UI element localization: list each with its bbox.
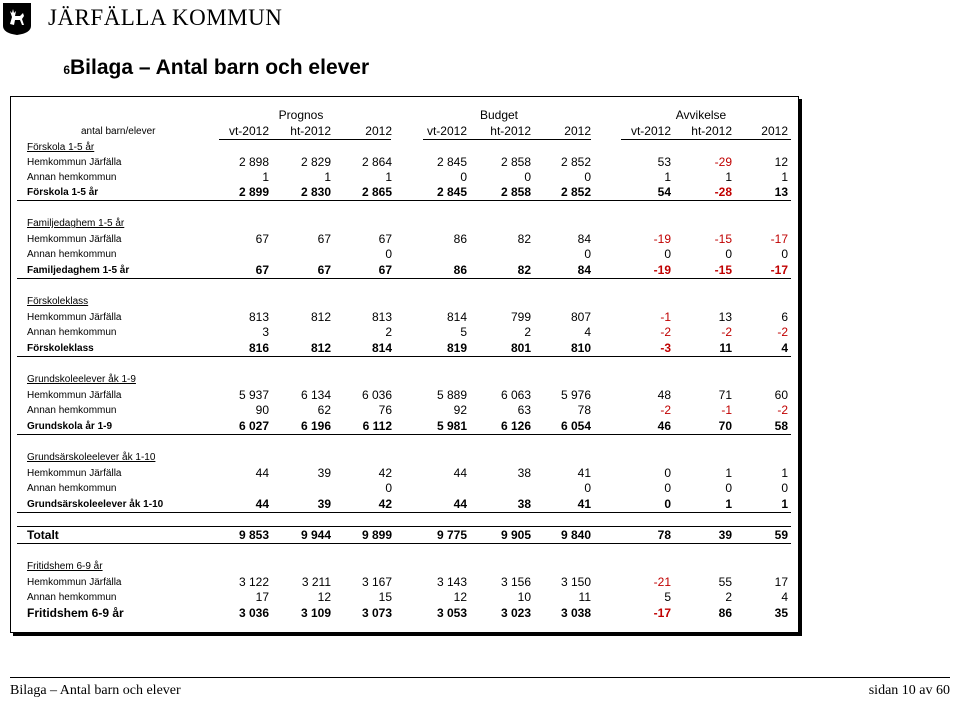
table-cell: 86 — [453, 232, 467, 246]
column-header: vt-2012 — [228, 124, 269, 138]
table-cell: 3 156 — [500, 575, 531, 589]
table-cell: 41 — [577, 497, 591, 511]
table-cell: 816 — [248, 341, 269, 355]
row-label: Fritidshem 6-9 år — [27, 561, 103, 572]
row-label: Hemkommun Järfälla — [27, 468, 122, 479]
table-cell: 9 944 — [300, 528, 331, 542]
column-header: 2012 — [365, 124, 392, 138]
table-cell: 42 — [378, 497, 392, 511]
table-cell: -15 — [714, 263, 732, 277]
table-cell: 5 937 — [238, 388, 269, 402]
table-cell: 39 — [317, 466, 331, 480]
table-cell: 54 — [657, 185, 671, 199]
group-header: Budget — [479, 108, 519, 122]
jarfalla-logo-icon — [2, 2, 32, 36]
table-cell: 2 899 — [238, 185, 269, 199]
column-header: ht-2012 — [290, 124, 331, 138]
table-cell: 9 840 — [560, 528, 591, 542]
table-cell: 0 — [664, 247, 671, 261]
table-cell: 3 023 — [500, 606, 531, 620]
row-label: Fritidshem 6-9 år — [27, 606, 124, 620]
table-cell: -1 — [721, 403, 732, 417]
table-cell: 3 073 — [361, 606, 392, 620]
table-cell: 2 845 — [436, 185, 467, 199]
row-label: Annan hemkommun — [27, 592, 117, 603]
table-cell: 1 — [725, 497, 732, 511]
row-label: Förskola 1-5 år — [27, 187, 99, 198]
table-cell: 5 981 — [436, 419, 467, 433]
table-cell: 9 899 — [361, 528, 392, 542]
table-cell: 0 — [584, 170, 591, 184]
row-label: Förskoleklass — [27, 296, 89, 307]
table-cell: 86 — [718, 606, 732, 620]
row-label: Hemkommun Järfälla — [27, 157, 122, 168]
row-label: Familjedaghem 1-5 år — [27, 265, 130, 276]
total-rule — [17, 512, 791, 513]
table-cell: 1 — [324, 170, 331, 184]
header-rule — [423, 139, 591, 140]
table-cell: 44 — [255, 466, 269, 480]
table-cell: 9 853 — [238, 528, 269, 542]
table-cell: 6 — [781, 310, 788, 324]
table-cell: 0 — [524, 170, 531, 184]
table-cell: 1 — [664, 170, 671, 184]
table-cell: 812 — [310, 310, 331, 324]
table-cell: 67 — [255, 232, 269, 246]
table-cell: 84 — [577, 232, 591, 246]
table-cell: 819 — [446, 341, 467, 355]
table-cell: 53 — [657, 155, 671, 169]
group-header: Prognos — [278, 108, 324, 122]
row-label: Grundskola år 1-9 — [27, 421, 113, 432]
table-cell: 2 865 — [361, 185, 392, 199]
table-cell: 807 — [570, 310, 591, 324]
table-cell: 814 — [446, 310, 467, 324]
table-cell: 3 122 — [238, 575, 269, 589]
row-label: Hemkommun Järfälla — [27, 312, 122, 323]
column-header: 2012 — [564, 124, 591, 138]
table-cell: 10 — [517, 590, 531, 604]
table-cell: 0 — [725, 481, 732, 495]
table-cell: -17 — [770, 263, 788, 277]
table-cell: 3 038 — [560, 606, 591, 620]
table-cell: 42 — [378, 466, 392, 480]
table-cell: 67 — [378, 263, 392, 277]
data-table-frame — [10, 96, 799, 633]
table-cell: -28 — [714, 185, 732, 199]
table-cell: 2 — [524, 325, 531, 339]
table-cell: -17 — [653, 606, 671, 620]
table-cell: 60 — [774, 388, 788, 402]
table-cell: 4 — [584, 325, 591, 339]
row-label: Förskola 1-5 år — [27, 142, 95, 153]
table-cell: 39 — [317, 497, 331, 511]
row-label: Annan hemkommun — [27, 249, 117, 260]
table-cell: 44 — [453, 466, 467, 480]
table-cell: -2 — [777, 403, 788, 417]
table-cell: 92 — [453, 403, 467, 417]
table-cell: 6 063 — [500, 388, 531, 402]
table-cell: 1 — [781, 497, 788, 511]
table-cell: 813 — [371, 310, 392, 324]
row-label: Grundskoleelever åk 1-9 — [27, 374, 136, 385]
table-cell: 0 — [385, 481, 392, 495]
total-rule — [17, 526, 791, 527]
table-cell: 15 — [378, 590, 392, 604]
total-rule — [17, 356, 791, 357]
table-cell: -1 — [660, 310, 671, 324]
table-cell: 82 — [517, 263, 531, 277]
header-rule — [219, 139, 391, 140]
row-label: Hemkommun Järfälla — [27, 577, 122, 588]
table-cell: 0 — [460, 170, 467, 184]
table-cell: 3 109 — [300, 606, 331, 620]
table-cell: 44 — [453, 497, 467, 511]
footer-divider — [10, 677, 950, 678]
table-cell: 46 — [657, 419, 671, 433]
table-cell: 812 — [310, 341, 331, 355]
table-cell: -2 — [660, 403, 671, 417]
column-header: vt-2012 — [630, 124, 671, 138]
table-cell: 3 143 — [436, 575, 467, 589]
table-cell: 2 858 — [500, 185, 531, 199]
table-cell: 2 898 — [238, 155, 269, 169]
table-cell: 12 — [317, 590, 331, 604]
table-cell: 0 — [385, 247, 392, 261]
row-label: Hemkommun Järfälla — [27, 390, 122, 401]
table-cell: 67 — [255, 263, 269, 277]
table-cell: 11 — [578, 590, 591, 604]
table-cell: 6 112 — [362, 419, 392, 433]
table-cell: -29 — [714, 155, 732, 169]
table-cell: -2 — [721, 325, 732, 339]
table-cell: -17 — [770, 232, 788, 246]
table-cell: 810 — [570, 341, 591, 355]
table-cell: 67 — [317, 263, 331, 277]
table-cell: 17 — [774, 575, 788, 589]
table-cell: 78 — [657, 528, 671, 542]
table-cell: 2 — [385, 325, 392, 339]
table-cell: 1 — [725, 466, 732, 480]
table-cell: 2 830 — [300, 185, 331, 199]
table-cell: 0 — [664, 497, 671, 511]
table-cell: 0 — [781, 247, 788, 261]
row-label: Grundsärskoleelever åk 1-10 — [27, 452, 156, 463]
row-label: Annan hemkommun — [27, 405, 117, 416]
table-cell: 4 — [781, 590, 788, 604]
table-cell: 1 — [262, 170, 269, 184]
section-number: 6 — [63, 63, 70, 77]
column-header: ht-2012 — [490, 124, 531, 138]
table-cell: 39 — [718, 528, 732, 542]
table-cell: 38 — [517, 497, 531, 511]
table-cell: 5 976 — [560, 388, 591, 402]
total-rule — [17, 434, 791, 435]
table-cell: 0 — [664, 466, 671, 480]
row-label: Annan hemkommun — [27, 483, 117, 494]
table-cell: 4 — [781, 341, 788, 355]
table-cell: 6 196 — [300, 419, 331, 433]
total-rule — [17, 200, 791, 201]
table-cell: 2 864 — [361, 155, 392, 169]
table-cell: 0 — [584, 481, 591, 495]
table-cell: 5 — [664, 590, 671, 604]
table-cell: 78 — [577, 403, 591, 417]
table-cell: 44 — [255, 497, 269, 511]
total-rule — [17, 543, 791, 544]
table-cell: 86 — [453, 263, 467, 277]
table-cell: 3 053 — [436, 606, 467, 620]
table-cell: 2 — [725, 590, 732, 604]
column-header: ht-2012 — [691, 124, 732, 138]
table-cell: -19 — [653, 263, 671, 277]
table-cell: -2 — [777, 325, 788, 339]
row-label: Annan hemkommun — [27, 327, 117, 338]
table-cell: 5 889 — [436, 388, 467, 402]
table-cell: 814 — [371, 341, 392, 355]
table-cell: 90 — [255, 403, 269, 417]
column-header: vt-2012 — [426, 124, 467, 138]
table-cell: 0 — [584, 247, 591, 261]
table-cell: 3 150 — [560, 575, 591, 589]
table-cell: 9 775 — [436, 528, 467, 542]
table-cell: 38 — [517, 466, 531, 480]
table-cell: 55 — [718, 575, 732, 589]
table-cell: 6 054 — [560, 419, 591, 433]
table-cell: 41 — [577, 466, 591, 480]
footer-title: Bilaga – Antal barn och elever — [10, 683, 181, 698]
row-label: Totalt — [27, 528, 59, 542]
table-cell: 3 036 — [238, 606, 269, 620]
row-label: Familjedaghem 1-5 år — [27, 218, 125, 229]
table-cell: 58 — [774, 419, 788, 433]
table-cell: 70 — [718, 419, 732, 433]
brand-name: JÄRFÄLLA KOMMUN — [48, 5, 283, 30]
table-cell: 11 — [719, 341, 732, 355]
table-cell: 67 — [378, 232, 392, 246]
table-cell: 1 — [781, 466, 788, 480]
table-cell: 1 — [385, 170, 392, 184]
table-cell: 48 — [657, 388, 671, 402]
table-cell: -21 — [653, 575, 671, 589]
table-cell: 12 — [774, 155, 788, 169]
table-cell: 67 — [317, 232, 331, 246]
table-cell: 62 — [317, 403, 331, 417]
table-cell: 6 027 — [238, 419, 269, 433]
table-cell: 17 — [255, 590, 269, 604]
footer-page-number: sidan 10 av 60 — [868, 683, 950, 698]
row-label: Förskoleklass — [27, 343, 94, 354]
section-title: Bilaga – Antal barn och elever — [70, 56, 370, 79]
table-cell: 12 — [453, 590, 467, 604]
table-cell: 2 858 — [500, 155, 531, 169]
header-rule — [621, 139, 791, 140]
table-cell: 13 — [718, 310, 732, 324]
row-label: Annan hemkommun — [27, 172, 117, 183]
table-cell: -19 — [653, 232, 671, 246]
table-cell: 9 905 — [500, 528, 531, 542]
table-cell: 3 167 — [361, 575, 392, 589]
table-cell: 3 — [262, 325, 269, 339]
group-header: Avvikelse — [675, 108, 727, 122]
table-cell: 35 — [774, 606, 788, 620]
column-header: 2012 — [761, 124, 788, 138]
table-cell: 6 126 — [500, 419, 531, 433]
page-title — [10, 56, 369, 82]
table-cell: 5 — [460, 325, 467, 339]
table-cell: 0 — [725, 247, 732, 261]
table-cell: 2 829 — [300, 155, 331, 169]
table-cell: 1 — [725, 170, 732, 184]
total-rule — [17, 278, 791, 279]
table-cell: 59 — [774, 528, 788, 542]
table-cell: 2 845 — [436, 155, 467, 169]
table-cell: 3 211 — [301, 575, 331, 589]
table-cell: 801 — [510, 341, 531, 355]
table-cell: 0 — [781, 481, 788, 495]
table-cell: 799 — [510, 310, 531, 324]
table-cell: -15 — [714, 232, 732, 246]
table-cell: 2 852 — [560, 185, 591, 199]
row-label: Hemkommun Järfälla — [27, 234, 122, 245]
table-cell: 813 — [248, 310, 269, 324]
data-table — [11, 97, 798, 632]
table-cell: 82 — [517, 232, 531, 246]
table-cell: 63 — [517, 403, 531, 417]
table-cell: 71 — [718, 388, 732, 402]
table-cell: 13 — [774, 185, 788, 199]
table-cell: -3 — [660, 341, 671, 355]
table-cell: 0 — [664, 481, 671, 495]
row-label: Grundsärskoleelever åk 1-10 — [27, 499, 164, 510]
table-cell: 2 852 — [560, 155, 591, 169]
table-cell: 1 — [781, 170, 788, 184]
table-cell: 6 036 — [361, 388, 392, 402]
table-cell: 84 — [577, 263, 591, 277]
table-cell: 6 134 — [300, 388, 331, 402]
table-cell: -2 — [660, 325, 671, 339]
table-cell: 76 — [378, 403, 392, 417]
row-header-label: antal barn/elever — [81, 126, 156, 137]
